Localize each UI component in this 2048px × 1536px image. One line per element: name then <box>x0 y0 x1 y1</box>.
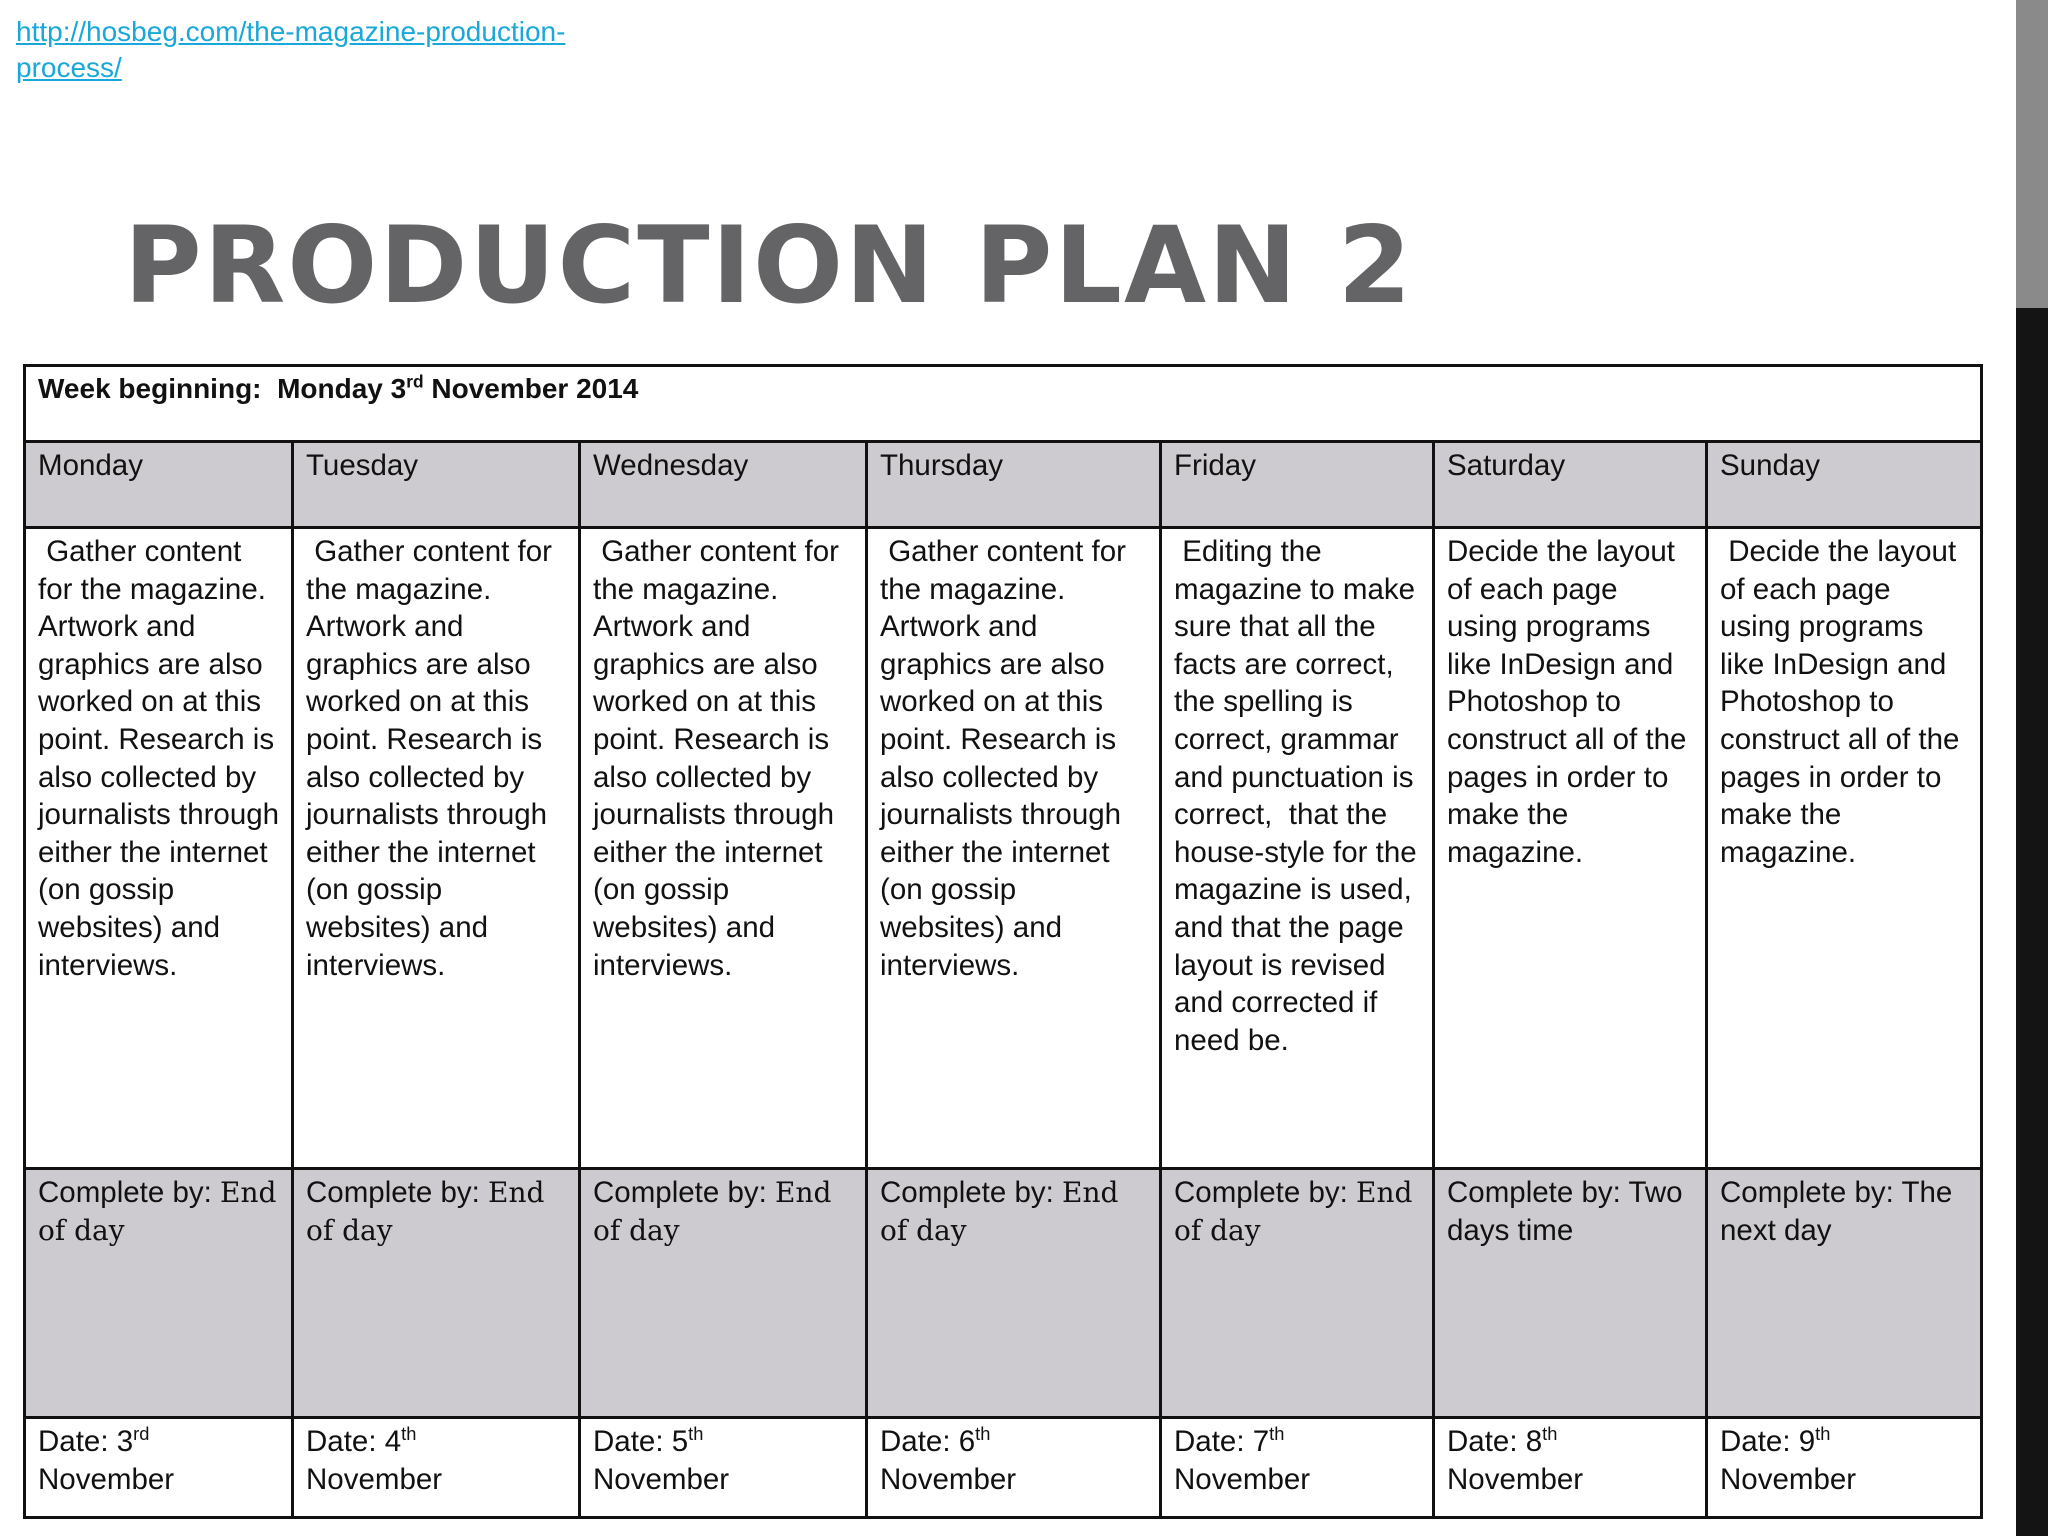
day-header-saturday <box>1434 442 1707 528</box>
day-header-friday <box>1161 442 1434 528</box>
week-row <box>25 366 1982 442</box>
date-cell-sunday <box>1707 1418 1982 1518</box>
complete-by-label: Complete by: <box>593 1176 767 1209</box>
complete-by-cell-thursday <box>867 1169 1161 1418</box>
day-name: Thursday <box>880 449 1003 482</box>
date-month: November <box>38 1462 175 1496</box>
date-month: November <box>1447 1462 1584 1496</box>
date-cell-friday <box>1161 1418 1434 1518</box>
task-text: Decide the layout of each page using programs like InDesign and Photoshop to construct all of the pages in order to make the magazine. <box>1447 535 1695 869</box>
complete-by-label: Complete by: <box>306 1176 480 1209</box>
date-prefix: Date: 8 <box>1447 1425 1543 1458</box>
date-month: November <box>306 1462 443 1496</box>
day-header-thursday <box>867 442 1161 528</box>
day-name: Saturday <box>1447 449 1566 482</box>
date-prefix: Date: 5 <box>593 1425 689 1458</box>
task-text: Gather content for the magazine. Artwork and graphics are also worked on at this point. Research is also collected by journalists through either the internet (on gossip websites) and interviews. <box>593 535 848 982</box>
day-header-sunday <box>1707 442 1982 528</box>
date-suffix: th <box>688 1423 704 1445</box>
date-cell-monday <box>25 1418 293 1518</box>
complete-by-value: Two days time <box>1447 1176 1683 1247</box>
date-row <box>25 1418 1982 1518</box>
task-cell-thursday <box>867 528 1161 1169</box>
complete-by-value: End of day <box>38 1176 277 1247</box>
tasks-row <box>25 528 1982 1169</box>
day-name: Friday <box>1174 449 1256 482</box>
date-prefix: Date: 9 <box>1720 1425 1816 1458</box>
complete-by-value: End of day <box>1174 1176 1413 1247</box>
date-cell-tuesday <box>293 1418 580 1518</box>
source-link[interactable]: http://hosbeg.com/the-magazine-production-process/ <box>16 16 566 83</box>
complete-by-value: End of day <box>593 1176 832 1247</box>
task-cell-monday <box>25 528 293 1169</box>
complete-by-cell-tuesday <box>293 1169 580 1418</box>
date-suffix: rd <box>133 1423 150 1445</box>
day-name: Tuesday <box>306 449 419 482</box>
complete-by-cell-wednesday <box>580 1169 867 1418</box>
complete-by-cell-saturday <box>1434 1169 1707 1418</box>
complete-by-label: Complete by: <box>1447 1176 1621 1209</box>
task-text: Editing the magazine to make sure that all the facts are correct, the spelling is correct, grammar and punctuation is correct, that the house-style for the magazine is used, and that the page layout is revised and corrected if need be. <box>1174 535 1425 1057</box>
week-label: Week beginning: <box>38 373 262 404</box>
task-cell-sunday <box>1707 528 1982 1169</box>
date-prefix: Date: 4 <box>306 1425 402 1458</box>
complete-by-label: Complete by: <box>1720 1176 1894 1209</box>
complete-by-cell-friday <box>1161 1169 1434 1418</box>
date-cell-wednesday <box>580 1418 867 1518</box>
task-text: Gather content for the magazine. Artwork and graphics are also worked on at this point. Research is also collected by journalists through either the internet (on gossip websites) and interviews. <box>880 535 1135 982</box>
date-suffix: th <box>401 1423 417 1445</box>
page-title: PRODUCTION PLAN 2 <box>124 204 1414 327</box>
date-prefix: Date: 7 <box>1174 1425 1270 1458</box>
day-name: Wednesday <box>593 449 749 482</box>
day-name: Monday <box>38 449 143 482</box>
day-header-wednesday <box>580 442 867 528</box>
scrollbar-thumb[interactable] <box>2016 0 2048 308</box>
week-day-suffix: rd <box>406 371 424 392</box>
complete-by-label: Complete by: <box>880 1176 1054 1209</box>
date-prefix: Date: 3 <box>38 1425 134 1458</box>
date-suffix: th <box>975 1423 991 1445</box>
complete-by-value: The next day <box>1720 1176 1953 1247</box>
date-suffix: th <box>1269 1423 1285 1445</box>
complete-by-label: Complete by: <box>38 1176 212 1209</box>
production-plan-table <box>23 364 1983 1519</box>
date-month: November <box>1174 1462 1311 1496</box>
date-cell-saturday <box>1434 1418 1707 1518</box>
scrollbar[interactable] <box>2016 0 2048 1536</box>
task-text: Decide the layout of each page using programs like InDesign and Photoshop to construct all of the pages in order to make the magazine. <box>1720 535 1968 869</box>
date-month: November <box>593 1462 730 1496</box>
week-beginning-cell <box>25 366 1982 442</box>
complete-by-cell-monday <box>25 1169 293 1418</box>
task-cell-tuesday <box>293 528 580 1169</box>
date-suffix: th <box>1542 1423 1558 1445</box>
day-name: Sunday <box>1720 449 1821 482</box>
task-cell-saturday <box>1434 528 1707 1169</box>
day-header-monday <box>25 442 293 528</box>
week-day: Monday 3 <box>277 373 407 404</box>
task-text: Gather content for the magazine. Artwork and graphics are also worked on at this point. Research is also collected by journalists through either the internet (on gossip websites) and interviews. <box>306 535 561 982</box>
days-header-row <box>25 442 1982 528</box>
date-month: November <box>880 1462 1017 1496</box>
date-cell-thursday <box>867 1418 1161 1518</box>
complete-by-label: Complete by: <box>1174 1176 1348 1209</box>
complete-by-value: End of day <box>306 1176 545 1247</box>
complete-by-row <box>25 1169 1982 1418</box>
day-header-tuesday <box>293 442 580 528</box>
task-cell-friday <box>1161 528 1434 1169</box>
date-prefix: Date: 6 <box>880 1425 976 1458</box>
date-suffix: th <box>1815 1423 1831 1445</box>
complete-by-cell-sunday <box>1707 1169 1982 1418</box>
week-rest: November 2014 <box>431 373 639 404</box>
task-cell-wednesday <box>580 528 867 1169</box>
task-text: Gather content for the magazine. Artwork and graphics are also worked on at this point. Research is also collected by journalists through either the internet (on gossip websites) and interviews. <box>38 535 288 982</box>
date-month: November <box>1720 1462 1857 1496</box>
complete-by-value: End of day <box>880 1176 1119 1247</box>
